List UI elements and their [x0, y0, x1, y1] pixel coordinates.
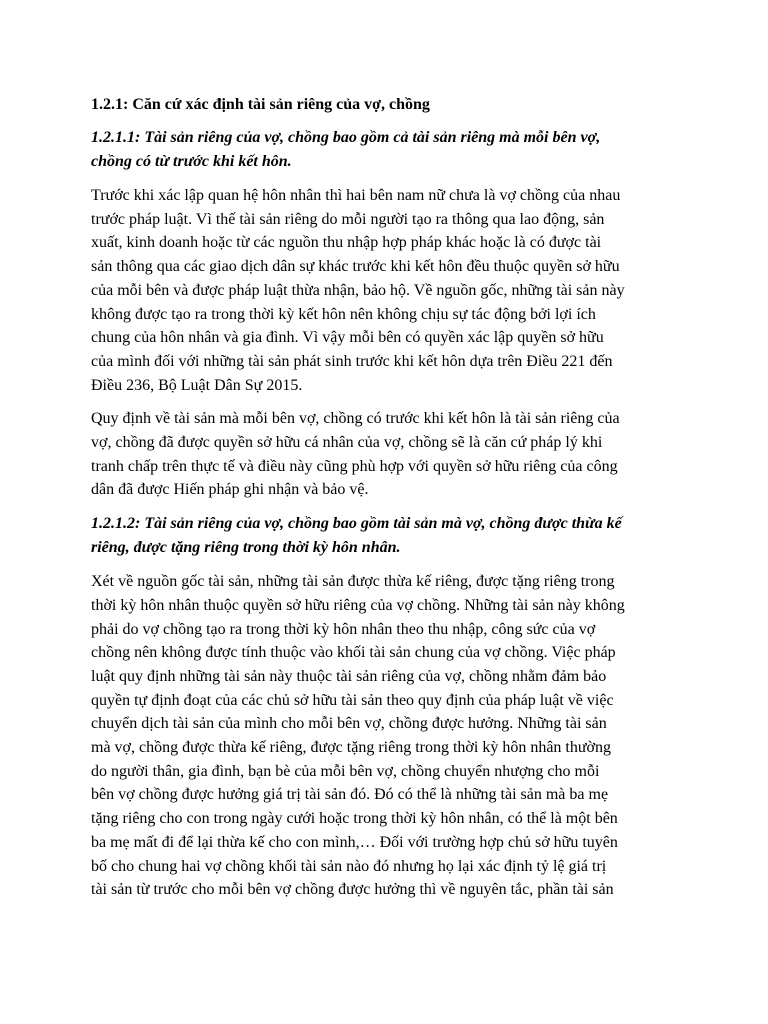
paragraph-line: Trước khi xác lập quan hệ hôn nhân thì hai bên nam nữ chưa là vợ chồng của nhau — [91, 187, 621, 204]
paragraph-line: tài sản từ trước cho mỗi bên vợ chồng được hưởng thì về nguyên tắc, phần tài sản — [91, 881, 614, 899]
paragraph-line: sản thông qua các giao dịch dân sự khác trước khi kết hôn đều thuộc quyền sở hữu — [91, 258, 620, 276]
paragraph-line: tranh chấp trên thực tế và điều này cũng phù hợp với quyền sở hữu riêng của công — [91, 457, 618, 475]
paragraph-1 — [91, 184, 683, 397]
subheading-line: 1.2.1.1: Tài sản riêng của vợ, chồng bao gồm cả tài sản riêng mà mỗi bên vợ, — [91, 129, 601, 146]
paragraph-line: chung của hôn nhân và gia đình. Vì vậy mỗi bên có quyền xác lập quyền sở hữu — [91, 329, 604, 347]
paragraph-line: tặng riêng cho con trong ngày cưới hoặc trong thời kỳ hôn nhân, có thể là một bên — [91, 810, 618, 828]
paragraph-line: không được tạo ra trong thời kỳ kết hôn nên không chịu sự tác động bởi lợi ích — [91, 305, 596, 323]
subheading-line: 1.2.1.2: Tài sản riêng của vợ, chồng bao gồm tài sản mà vợ, chồng được thừa kế — [91, 515, 622, 533]
paragraph-line: bố cho chung hai vợ chồng khối tài sản nào đó nhưng họ lại xác định tỷ lệ giá trị — [91, 857, 607, 875]
paragraph-line: chồng nên không được tính thuộc vào khối tài sản chung của vợ chồng. Việc pháp — [91, 644, 616, 662]
paragraph-line: xuất, kinh doanh hoặc từ các nguồn thu nhập hợp pháp khác hoặc là có được tài — [91, 234, 602, 252]
paragraph-line: Xét về nguồn gốc tài sản, những tài sản được thừa kế riêng, được tặng riêng trong — [91, 573, 615, 591]
paragraph-line: trước pháp luật. Vì thế tài sản riêng do mỗi người tạo ra thông qua lao động, sản — [91, 210, 605, 228]
paragraph-line: vợ, chồng đã được quyền sở hữu cá nhân của vợ, chồng sẽ là căn cứ pháp lý khi — [91, 434, 603, 452]
heading-text: 1.2.1: Căn cứ xác định tài sản riêng của vợ, chồng — [91, 96, 430, 113]
subsection-heading-2 — [91, 512, 683, 560]
paragraph-line: luật quy định những tài sản này thuộc tài sản riêng của vợ, chồng nhằm đảm bảo — [91, 667, 607, 685]
paragraph-line: dân đã được Hiến pháp ghi nhận và bảo vệ. — [91, 481, 369, 499]
subheading-line: riêng, được tặng riêng trong thời kỳ hôn nhân. — [91, 539, 401, 557]
subsection-heading-1 — [91, 126, 683, 174]
paragraph-line: thời kỳ hôn nhân thuộc quyền sở hữu riêng của vợ chồng. Những tài sản này không — [91, 596, 625, 614]
paragraph-line: Quy định về tài sản mà mỗi bên vợ, chồng có trước khi kết hôn là tài sản riêng của — [91, 410, 620, 428]
paragraph-line: chuyển dịch tài sản của mình cho mỗi bên vợ, chồng được hưởng. Những tài sản — [91, 715, 607, 733]
paragraph-line: mà vợ, chồng được thừa kế riêng, được tặng riêng trong thời kỳ hôn nhân thường — [91, 739, 611, 757]
paragraph-line: quyền tự định đoạt của các chủ sở hữu tài sản theo quy định của pháp luật về việc — [91, 691, 614, 709]
paragraph-line: của mỗi bên và được pháp luật thừa nhận, bảo hộ. Về nguồn gốc, những tài sản này — [91, 281, 625, 299]
paragraph-line: phải do vợ chồng tạo ra trong thời kỳ hôn nhân theo thu nhập, công sức của vợ — [91, 620, 596, 638]
document-page — [91, 93, 683, 912]
paragraph-2 — [91, 407, 683, 502]
paragraph-line: bên vợ chồng được hưởng giá trị tài sản đó. Đó có thể là những tài sản mà ba mẹ — [91, 786, 609, 804]
paragraph-3 — [91, 570, 683, 902]
section-heading — [91, 93, 683, 117]
paragraph-line: ba mẹ mất đi để lại thừa kế cho con mình,… Đối với trường hợp chủ sở hữu tuyên — [91, 833, 618, 851]
paragraph-line: của mình đối với những tài sản phát sinh trước khi kết hôn dựa trên Điều 221 đến — [91, 352, 613, 370]
paragraph-line: Điều 236, Bộ Luật Dân Sự 2015. — [91, 376, 303, 394]
subheading-line: chồng có từ trước khi kết hôn. — [91, 153, 292, 170]
paragraph-line: do người thân, gia đình, bạn bè của mỗi bên vợ, chồng chuyển nhượng cho mỗi — [91, 762, 600, 780]
